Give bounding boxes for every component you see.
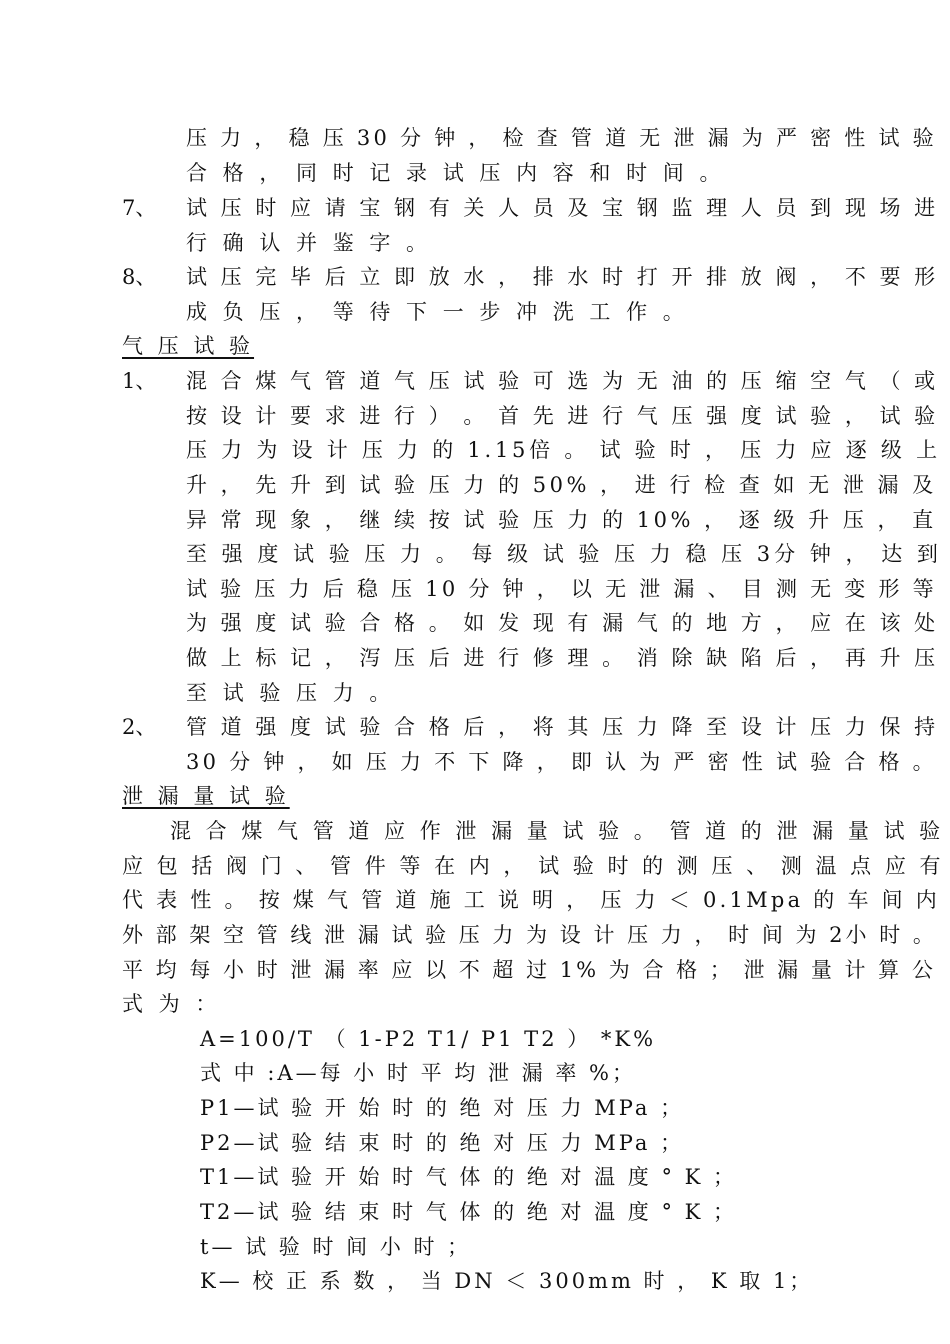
formula-definition: P2—试 验 结 束 时 的 绝 对 压 力 MPa ；: [200, 1131, 685, 1155]
formula-definition: T2—试 验 结 束 时 气 体 的 绝 对 温 度 ° K ；: [200, 1200, 738, 1224]
formula-definition: K— 校 正 系 数 ， 当 DN ＜ 300mm 时 ， K 取 1；: [200, 1269, 814, 1293]
list-item-text: 试 压 时 应 请 宝 钢 有 关 人 员 及 宝 钢 监 理 人 员 到 现 场 进: [186, 196, 939, 220]
paragraph-line: 外 部 架 空 管 线 泄 漏 试 验 压 力 为 设 计 压 力 ， 时 间 为 2小 时 。: [122, 923, 937, 947]
formula-definition: 式 中 :A—每 小 时 平 均 泄 漏 率 %；: [200, 1061, 636, 1085]
list-item-text: 混 合 煤 气 管 道 气 压 试 验 可 选 为 无 油 的 压 缩 空 气 （ 或: [186, 369, 939, 393]
list-item-text: 成 负 压 ， 等 待 下 一 步 冲 洗 工 作 。: [186, 300, 689, 324]
list-item-number: 1、: [122, 369, 157, 393]
formula-definition: t— 试 验 时 间 小 时 ；: [200, 1235, 472, 1259]
list-item-number: 7、: [122, 196, 157, 220]
list-item-text: 至 试 验 压 力 。: [186, 681, 395, 705]
list-item-number: 2、: [122, 715, 157, 739]
formula-line: A=100/T （ 1-P2 T1/ P1 T2 ） *K%: [200, 1027, 657, 1051]
text-line: 合 格 ， 同 时 记 录 试 压 内 容 和 时 间 。: [186, 161, 725, 185]
section-heading: 气 压 试 验: [122, 334, 255, 358]
list-item-text: 为 强 度 试 验 合 格 。 如 发 现 有 漏 气 的 地 方 ， 应 在 该 处: [186, 611, 939, 635]
list-item-text: 升 ， 先 升 到 试 验 压 力 的 50% ， 进 行 检 查 如 无 泄 漏 及: [186, 473, 937, 497]
paragraph-line: 混 合 煤 气 管 道 应 作 泄 漏 量 试 验 。 管 道 的 泄 漏 量 试 验: [170, 819, 945, 843]
list-item-text: 按 设 计 要 求 进 行 ） 。 首 先 进 行 气 压 强 度 试 验 ， 试 验: [186, 404, 939, 428]
list-item-text: 30 分 钟 ， 如 压 力 不 下 降 ， 即 认 为 严 密 性 试 验 合 格 。: [186, 750, 937, 774]
section-heading: 泄 漏 量 试 验: [122, 784, 290, 808]
list-item-text: 试 压 完 毕 后 立 即 放 水 ， 排 水 时 打 开 排 放 阀 ， 不 要 形: [186, 265, 939, 289]
text-line: 压 力 ， 稳 压 30 分 钟 ， 检 查 管 道 无 泄 漏 为 严 密 性 试 验: [186, 126, 937, 150]
list-item-text: 至 强 度 试 验 压 力 。 每 级 试 验 压 力 稳 压 3分 钟 ， 达 到: [186, 542, 942, 566]
list-item-text: 压 力 为 设 计 压 力 的 1.15倍 。 试 验 时 ， 压 力 应 逐 级 上: [186, 438, 941, 462]
list-item-text: 试 验 压 力 后 稳 压 10 分 钟 ， 以 无 泄 漏 、 目 测 无 变 形 等: [186, 577, 937, 601]
list-item-text: 行 确 认 并 鉴 字 。: [186, 231, 432, 255]
paragraph-line: 应 包 括 阀 门 、 管 件 等 在 内 ， 试 验 时 的 测 压 、 测 温 点 应 有: [122, 854, 945, 878]
paragraph-line: 平 均 每 小 时 泄 漏 率 应 以 不 超 过 1% 为 合 格 ； 泄 漏 量 计 算 公: [122, 958, 936, 982]
paragraph-line: 式 为 ：: [122, 992, 221, 1016]
formula-definition: T1—试 验 开 始 时 气 体 的 绝 对 温 度 ° K ；: [200, 1165, 738, 1189]
paragraph-line: 代 表 性 。 按 煤 气 管 道 施 工 说 明 ， 压 力 ＜ 0.1Mpa 的 车 间 内: [122, 888, 941, 912]
list-item-text: 异 常 现 象 ， 继 续 按 试 验 压 力 的 10% ， 逐 级 升 压 ， 直: [186, 508, 937, 532]
list-item-number: 8、: [122, 265, 157, 289]
list-item-text: 管 道 强 度 试 验 合 格 后 ， 将 其 压 力 降 至 设 计 压 力 保 持: [186, 715, 939, 739]
formula-definition: P1—试 验 开 始 时 的 绝 对 压 力 MPa ；: [200, 1096, 685, 1120]
list-item-text: 做 上 标 记 ， 泻 压 后 进 行 修 理 。 消 除 缺 陷 后 ， 再 升 压: [186, 646, 939, 670]
